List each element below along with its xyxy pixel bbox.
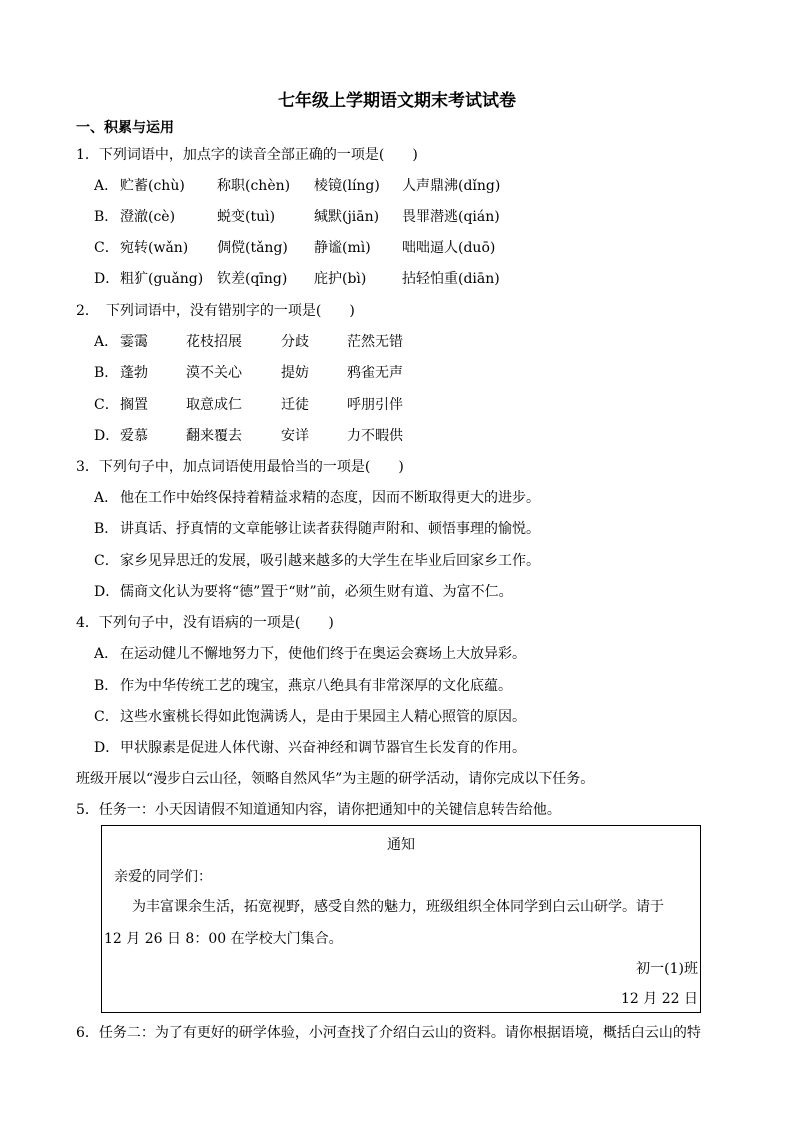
option-label: A． [94, 646, 119, 662]
option-item: 静谧(mì) [314, 240, 371, 256]
question-2-option-b [94, 364, 403, 382]
activity-intro: 班级开展以“漫步白云山径，领略自然风华”为主题的研学活动，请你完成以下任务。 [76, 771, 595, 787]
question-4-stem: 4．下列句子中，没有语病的一项是( ) [76, 615, 334, 631]
option-item: 安详 [281, 428, 309, 444]
option-label: A． [94, 334, 119, 350]
option-item: 称职(chèn) [217, 178, 291, 194]
option-label: C． [94, 397, 119, 413]
question-3-option-b [94, 520, 540, 538]
notice-body-continued: 12 月 26 日 8：00 在学校大门集合。 [104, 931, 343, 947]
option-item: 贮蓄(chù) [120, 178, 185, 194]
option-text: 家乡见异思迁的发展，吸引越来越多的大学生在毕业后回家乡工作。 [120, 553, 540, 569]
question-1-option-d [94, 270, 500, 288]
option-item: 翻来覆去 [186, 428, 242, 444]
question-3-stem: 3．下列句子中，加点词语使用最恰当的一项是( ) [76, 459, 404, 475]
option-label: C． [94, 240, 119, 256]
option-text: 这些水蜜桃长得如此饱满诱人，是由于果园主人精心照管的原因。 [120, 709, 526, 725]
option-item: 庇护(bì) [314, 271, 367, 287]
question-6-stem: 6．任务二：为了有更好的研学体验，小河查找了介绍白云山的资料。请你根据语境，概括白云山的特 [76, 1025, 701, 1041]
option-item: 鸦雀无声 [347, 365, 403, 381]
option-item: 粗犷(guǎng) [120, 271, 204, 287]
option-item: 迁徒 [281, 397, 309, 413]
option-item: 分歧 [281, 334, 309, 350]
option-label: D． [94, 740, 120, 756]
option-item: 蜕变(tuì) [217, 209, 276, 225]
notice-box [101, 825, 701, 1013]
option-label: B． [94, 521, 119, 537]
option-item: 蓬勃 [120, 365, 148, 381]
option-item: 宛转(wǎn) [120, 240, 189, 256]
option-item: 取意成仁 [186, 397, 242, 413]
option-label: B． [94, 365, 119, 381]
notice-signer: 初一(1)班 [636, 961, 698, 977]
option-item: 漠不关心 [186, 365, 242, 381]
option-label: C． [94, 709, 119, 725]
notice-body: 为丰富课余生活，拓宽视野，感受自然的魅力，班级组织全体同学到白云山研学。请于 [132, 899, 664, 915]
option-item: 澄澈(cè) [120, 209, 176, 225]
option-item: 提妨 [281, 365, 309, 381]
option-label: A． [94, 178, 119, 194]
question-2-option-a [94, 333, 403, 351]
option-label: D． [94, 584, 120, 600]
question-1-stem: 1．下列词语中，加点字的读音全部正确的一项是( ) [76, 147, 418, 163]
option-label: A． [94, 490, 119, 506]
option-item: 咄咄逼人(duō) [402, 240, 496, 256]
question-1-option-c [94, 239, 495, 257]
option-item: 畏罪潜逃(qián) [402, 209, 500, 225]
question-2-option-d [94, 427, 403, 445]
question-3-option-d [94, 583, 513, 601]
option-text: 他在工作中始终保持着精益求精的态度，因而不断取得更大的进步。 [120, 490, 540, 506]
option-item: 钦差(qīng) [217, 271, 288, 287]
option-text: 甲状腺素是促进人体代谢、兴奋神经和调节器官生长发育的作用。 [120, 740, 526, 756]
option-label: B． [94, 678, 119, 694]
option-text: 儒商文化认为要将“德”置于“财”前，必须生财有道、为富不仁。 [120, 584, 513, 600]
section-heading: 一、积累与运用 [76, 120, 174, 136]
question-3-option-c [94, 552, 540, 570]
question-2-option-c [94, 396, 403, 414]
question-1-option-b [94, 208, 500, 226]
question-3-option-a [94, 489, 540, 507]
option-item: 爱慕 [120, 428, 148, 444]
question-4-option-b [94, 677, 512, 695]
question-1-option-a [94, 177, 500, 195]
option-text: 讲真话、抒真情的文章能够让读者获得随声附和、顿悟事理的愉悦。 [120, 521, 540, 537]
option-label: B． [94, 209, 119, 225]
option-item: 棱镜(líng) [314, 178, 380, 194]
question-4-option-a [94, 645, 526, 663]
option-label: D． [94, 271, 120, 287]
option-item: 呼朋引伴 [347, 397, 403, 413]
option-item: 茫然无错 [347, 334, 403, 350]
option-item: 缄默(jiān) [314, 209, 380, 225]
question-4-option-d [94, 739, 526, 757]
option-item: 霎霭 [120, 334, 148, 350]
option-text: 在运动健儿不懈地努力下，使他们终于在奥运会赛场上大放异彩。 [120, 646, 526, 662]
notice-greeting: 亲爱的同学们： [114, 869, 212, 885]
notice-date: 12 月 22 日 [621, 991, 698, 1007]
option-item: 倜傥(tǎng) [217, 240, 288, 256]
option-label: D． [94, 428, 120, 444]
option-item: 拈轻怕重(diān) [402, 271, 500, 287]
notice-heading: 通知 [387, 837, 415, 853]
option-item: 花枝招展 [186, 334, 242, 350]
page-title: 七年级上学期语文期末考试试卷 [278, 91, 516, 111]
option-label: C． [94, 553, 119, 569]
option-text: 作为中华传统工艺的瑰宝，燕京八绝具有非常深厚的文化底蕴。 [120, 678, 512, 694]
question-5-stem: 5．任务一：小天因请假不知道通知内容，请你把通知中的关键信息转告给他。 [76, 802, 561, 818]
question-2-stem: 2． 下列词语中，没有错别字的一项是( ) [76, 303, 355, 319]
option-item: 搁置 [120, 397, 148, 413]
question-4-option-c [94, 708, 526, 726]
option-item: 力不暇供 [347, 428, 403, 444]
option-item: 人声鼎沸(dǐng) [402, 178, 501, 194]
